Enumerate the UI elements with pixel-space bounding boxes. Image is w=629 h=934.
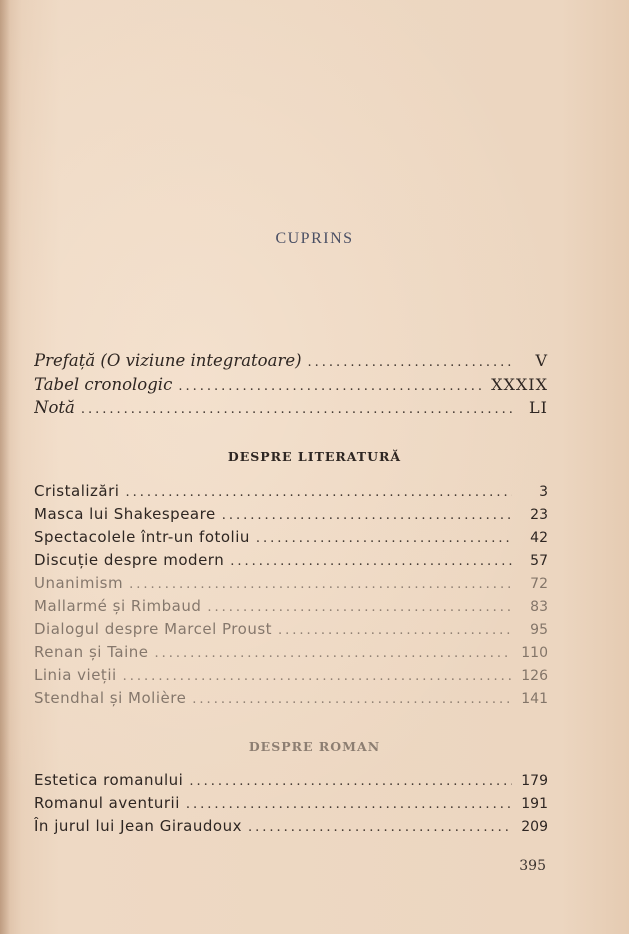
entry-page: 57 [530, 553, 548, 569]
entry-page: V [535, 351, 548, 370]
entry-title: Discuție despre modern [34, 551, 225, 569]
toc-entry [34, 528, 548, 550]
entry-page: 110 [521, 645, 548, 661]
toc-entry [34, 482, 548, 504]
entry-page: 179 [521, 773, 548, 789]
toc-entry [34, 505, 548, 527]
dot-leader [178, 379, 485, 394]
entry-page: 42 [530, 530, 548, 546]
toc-entry [34, 643, 548, 665]
toc-entry-tabel [34, 375, 548, 397]
entry-title: Renan și Taine [34, 643, 149, 661]
entry-page: LI [529, 398, 548, 417]
dot-leader [278, 623, 512, 638]
toc-entry [34, 689, 548, 711]
dot-leader [154, 646, 512, 661]
entry-title: Notă [34, 398, 75, 417]
entry-title: Mallarmé și Rimbaud [34, 597, 202, 615]
entry-title: Dialogul despre Marcel Proust [34, 620, 273, 638]
toc-entry [34, 666, 548, 688]
dot-leader [125, 485, 512, 500]
entry-title: Estetica romanului [34, 771, 184, 789]
toc-entry-nota [34, 398, 548, 420]
entry-page: XXXIX [491, 375, 548, 394]
entry-title: Romanul aventurii [34, 794, 180, 812]
dot-leader [123, 669, 512, 684]
toc-entry [34, 597, 548, 619]
section-title-roman: DESPRE ROMAN [248, 739, 381, 754]
entry-title: Masca lui Shakespeare [34, 505, 216, 523]
dot-leader [256, 531, 512, 546]
section-title-literatura: DESPRE LITERATURĂ [227, 449, 402, 464]
entry-page: 141 [521, 691, 548, 707]
dot-leader [230, 554, 512, 569]
entry-page: 3 [539, 484, 548, 500]
page-heading: CUPRINS [275, 230, 354, 247]
dot-leader [308, 355, 512, 370]
entry-title: Linia vieții [34, 666, 117, 684]
dot-leader [186, 797, 512, 812]
toc-entry [34, 574, 548, 596]
entry-page: 83 [530, 599, 548, 615]
entry-title: Spectacolele într-un fotoliu [34, 528, 250, 546]
entry-title: În jurul lui Jean Giraudoux [34, 817, 242, 835]
entry-title: Prefață (O viziune integratoare) [34, 351, 302, 370]
entry-title: Cristalizări [34, 482, 120, 500]
entry-page: 209 [521, 819, 548, 835]
toc-entry [34, 817, 548, 839]
toc-entry [34, 794, 548, 816]
dot-leader [207, 600, 512, 615]
toc-entry [34, 620, 548, 642]
dot-leader [222, 508, 512, 523]
dot-leader [81, 402, 512, 417]
entry-page: 126 [521, 668, 548, 684]
dot-leader [248, 820, 512, 835]
page-number: 395 [519, 858, 546, 874]
entry-title: Stendhal și Molière [34, 689, 187, 707]
entry-page: 23 [530, 507, 548, 523]
dot-leader [129, 577, 512, 592]
entry-page: 72 [530, 576, 548, 592]
entry-page: 95 [530, 622, 548, 638]
toc-entry [34, 771, 548, 793]
toc-entry-prefata [34, 351, 548, 373]
dot-leader [189, 774, 512, 789]
dot-leader [192, 692, 512, 707]
entry-page: 191 [521, 796, 548, 812]
entry-title: Unanimism [34, 574, 124, 592]
toc-entry [34, 551, 548, 573]
entry-title: Tabel cronologic [34, 375, 173, 394]
